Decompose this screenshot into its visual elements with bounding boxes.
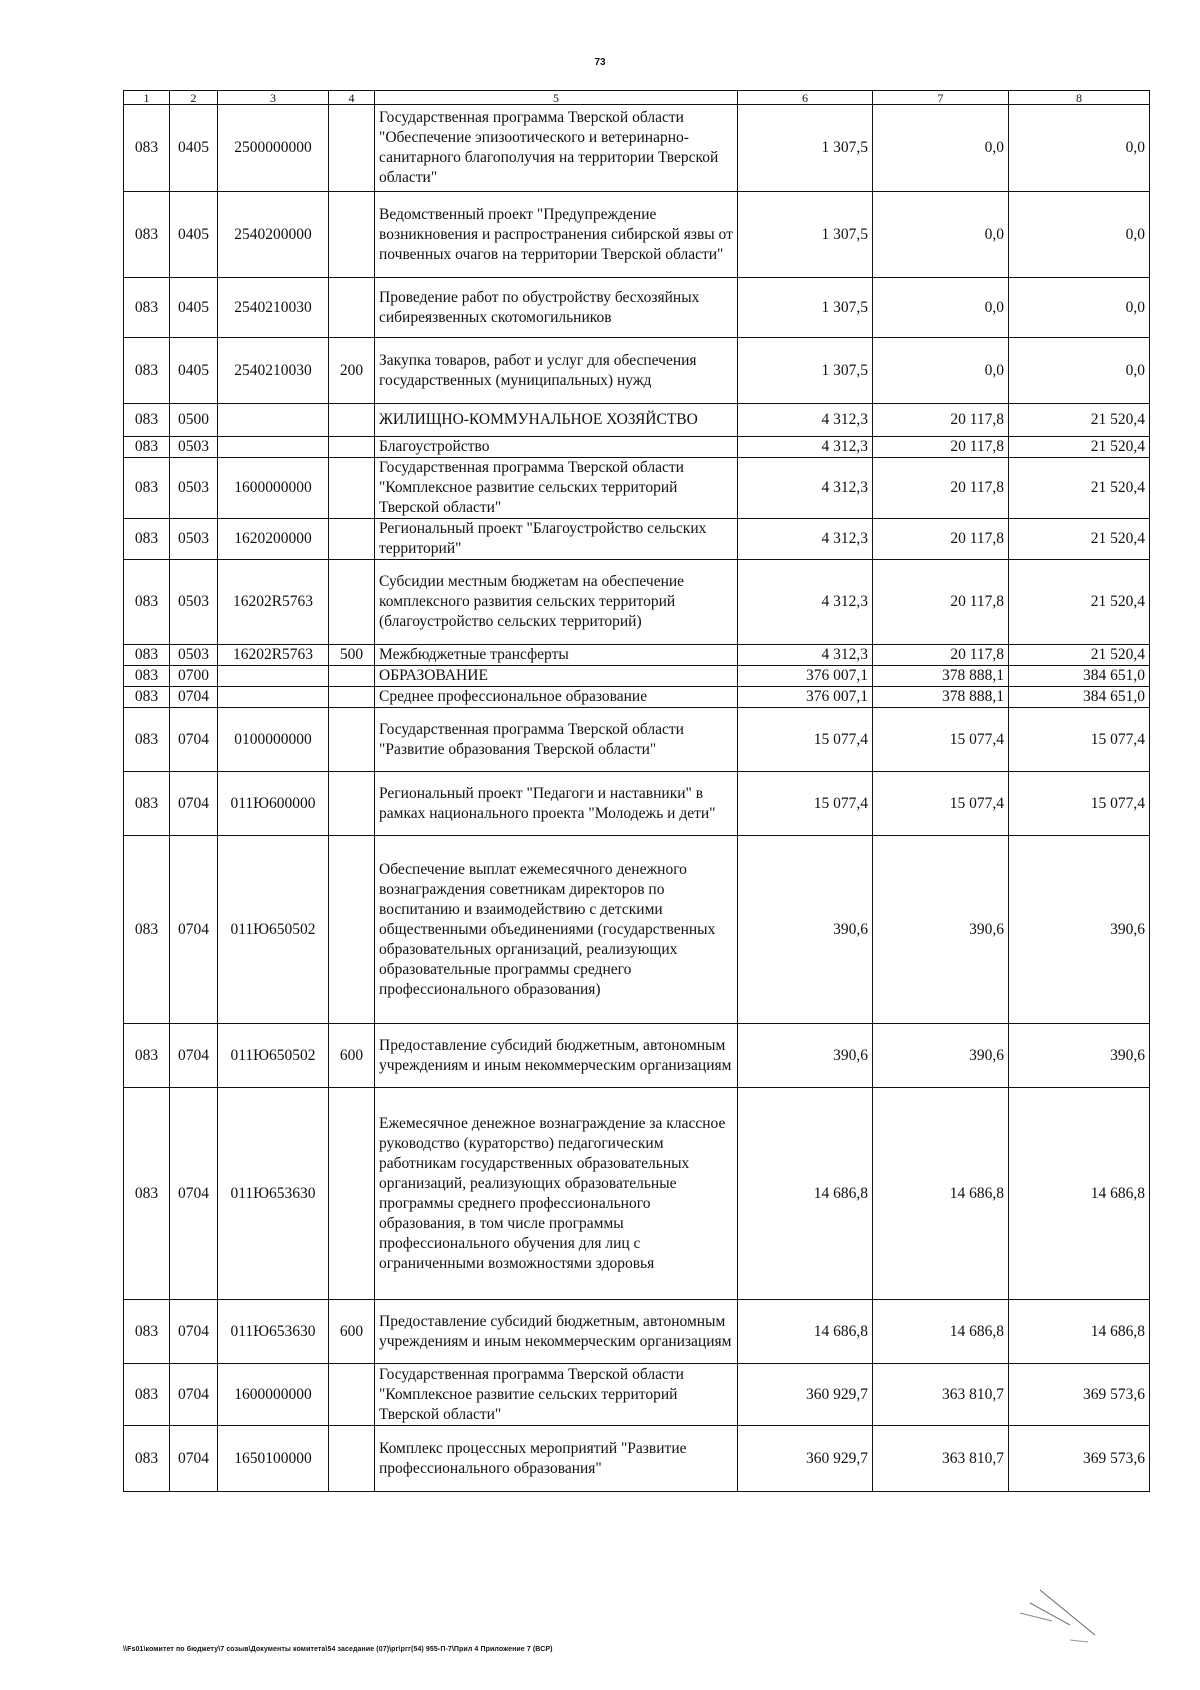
cell-section-code: 0704 [170, 772, 218, 836]
cell-expense-type [329, 519, 375, 560]
cell-ministry-code: 083 [124, 1364, 170, 1426]
cell-expense-type [329, 105, 375, 192]
cell-section-code: 0704 [170, 708, 218, 772]
cell-expense-type [329, 836, 375, 1024]
cell-ministry-code: 083 [124, 437, 170, 458]
table-row [124, 836, 1150, 1024]
cell-amount-year2: 15 077,4 [873, 708, 1009, 772]
cell-target-code [218, 687, 329, 708]
cell-ministry-code: 083 [124, 404, 170, 437]
cell-target-code: 011Ю650502 [218, 836, 329, 1024]
cell-ministry-code: 083 [124, 519, 170, 560]
cell-section-code: 0405 [170, 192, 218, 278]
cell-amount-year2: 390,6 [873, 836, 1009, 1024]
budget-table [123, 90, 1150, 1492]
cell-amount-year3: 0,0 [1009, 105, 1150, 192]
table-row [124, 278, 1150, 338]
cell-target-code: 1600000000 [218, 1364, 329, 1426]
cell-amount-year3: 384 651,0 [1009, 666, 1150, 687]
footer-file-path: \\Fs01\комитет по бюджету\7 созыв\Документы комитета\54 заседание (07)\рг\ргг(54) 955-П-7\Прил 4 Приложение 7 (ВСР) [123, 1646, 553, 1653]
cell-amount-year2: 14 686,8 [873, 1088, 1009, 1300]
cell-amount-year1: 4 312,3 [738, 404, 873, 437]
cell-ministry-code: 083 [124, 666, 170, 687]
cell-ministry-code: 083 [124, 105, 170, 192]
cell-target-code: 011Ю653630 [218, 1088, 329, 1300]
cell-amount-year1: 1 307,5 [738, 105, 873, 192]
table-row [124, 338, 1150, 404]
cell-description: Межбюджетные трансферты [375, 645, 738, 666]
table-row [124, 1426, 1150, 1492]
page-number: 73 [594, 57, 606, 68]
table-row [124, 437, 1150, 458]
cell-section-code: 0704 [170, 1024, 218, 1088]
cell-section-code: 0503 [170, 519, 218, 560]
cell-amount-year1: 4 312,3 [738, 458, 873, 519]
cell-ministry-code: 083 [124, 192, 170, 278]
cell-target-code: 1650100000 [218, 1426, 329, 1492]
cell-description: Субсидии местным бюджетам на обеспечение комплексного развития сельских территорий (благоустройство сельских территорий) [375, 560, 738, 645]
cell-amount-year1: 14 686,8 [738, 1088, 873, 1300]
cell-description: Государственная программа Тверской области "Обеспечение эпизоотического и ветеринарно-санитарного благополучия на территории Тверской области" [375, 105, 738, 192]
cell-amount-year2: 20 117,8 [873, 437, 1009, 458]
cell-amount-year1: 15 077,4 [738, 772, 873, 836]
cell-amount-year1: 4 312,3 [738, 519, 873, 560]
table-row [124, 666, 1150, 687]
cell-description: Предоставление субсидий бюджетным, автономным учреждениям и иным некоммерческим организациям [375, 1300, 738, 1364]
cell-amount-year3: 384 651,0 [1009, 687, 1150, 708]
table-row [124, 708, 1150, 772]
cell-target-code [218, 666, 329, 687]
cell-expense-type [329, 458, 375, 519]
table-row [124, 687, 1150, 708]
cell-section-code: 0405 [170, 278, 218, 338]
column-header: 8 [1009, 91, 1150, 105]
cell-expense-type [329, 437, 375, 458]
cell-amount-year3: 14 686,8 [1009, 1300, 1150, 1364]
cell-description: Государственная программа Тверской области "Развитие образования Тверской области" [375, 708, 738, 772]
cell-target-code: 1600000000 [218, 458, 329, 519]
cell-target-code [218, 437, 329, 458]
cell-expense-type: 600 [329, 1300, 375, 1364]
cell-amount-year1: 15 077,4 [738, 708, 873, 772]
cell-section-code: 0704 [170, 836, 218, 1024]
cell-amount-year1: 390,6 [738, 1024, 873, 1088]
cell-amount-year3: 0,0 [1009, 278, 1150, 338]
handwritten-mark [1000, 1585, 1110, 1665]
cell-target-code: 2540200000 [218, 192, 329, 278]
table-row [124, 1024, 1150, 1088]
cell-expense-type: 600 [329, 1024, 375, 1088]
cell-section-code: 0704 [170, 1300, 218, 1364]
cell-description: Комплекс процессных мероприятий "Развитие профессионального образования" [375, 1426, 738, 1492]
cell-description: Региональный проект "Педагоги и наставники" в рамках национального проекта "Молодежь и дети" [375, 772, 738, 836]
cell-amount-year2: 20 117,8 [873, 645, 1009, 666]
cell-expense-type [329, 404, 375, 437]
cell-amount-year2: 378 888,1 [873, 666, 1009, 687]
table-row [124, 519, 1150, 560]
cell-amount-year2: 15 077,4 [873, 772, 1009, 836]
table-row [124, 772, 1150, 836]
cell-target-code: 1620200000 [218, 519, 329, 560]
cell-ministry-code: 083 [124, 1088, 170, 1300]
cell-target-code: 16202R5763 [218, 645, 329, 666]
cell-amount-year3: 369 573,6 [1009, 1426, 1150, 1492]
column-header: 6 [738, 91, 873, 105]
cell-amount-year2: 20 117,8 [873, 458, 1009, 519]
cell-target-code: 2540210030 [218, 278, 329, 338]
cell-description: ОБРАЗОВАНИЕ [375, 666, 738, 687]
cell-section-code: 0405 [170, 338, 218, 404]
cell-amount-year3: 14 686,8 [1009, 1088, 1150, 1300]
cell-target-code: 011Ю650502 [218, 1024, 329, 1088]
cell-ministry-code: 083 [124, 645, 170, 666]
cell-description: Ежемесячное денежное вознаграждение за классное руководство (кураторство) педагогическим работникам государственных образовательных организаций, реализующих образовательные программы среднего профессионального образования, в том числе программы профессионального обучения для лиц с ограниченными возможностями здоровья [375, 1088, 738, 1300]
column-header: 4 [329, 91, 375, 105]
cell-expense-type [329, 1364, 375, 1426]
cell-amount-year3: 0,0 [1009, 192, 1150, 278]
cell-amount-year1: 360 929,7 [738, 1426, 873, 1492]
cell-amount-year2: 0,0 [873, 105, 1009, 192]
cell-amount-year2: 14 686,8 [873, 1300, 1009, 1364]
cell-target-code [218, 404, 329, 437]
cell-amount-year2: 0,0 [873, 338, 1009, 404]
cell-description: Государственная программа Тверской области "Комплексное развитие сельских территорий Тверской области" [375, 1364, 738, 1426]
cell-amount-year3: 15 077,4 [1009, 772, 1150, 836]
cell-section-code: 0704 [170, 687, 218, 708]
cell-amount-year3: 21 520,4 [1009, 519, 1150, 560]
cell-expense-type [329, 192, 375, 278]
cell-target-code: 011Ю600000 [218, 772, 329, 836]
cell-expense-type: 500 [329, 645, 375, 666]
cell-amount-year3: 390,6 [1009, 1024, 1150, 1088]
column-header: 3 [218, 91, 329, 105]
cell-target-code: 16202R5763 [218, 560, 329, 645]
cell-amount-year2: 20 117,8 [873, 560, 1009, 645]
cell-description: Проведение работ по обустройству бесхозяйных сибиреязвенных скотомогильников [375, 278, 738, 338]
cell-amount-year1: 4 312,3 [738, 560, 873, 645]
cell-ministry-code: 083 [124, 1300, 170, 1364]
table-row [124, 404, 1150, 437]
cell-amount-year2: 363 810,7 [873, 1364, 1009, 1426]
cell-expense-type [329, 1426, 375, 1492]
column-header: 5 [375, 91, 738, 105]
cell-amount-year2: 390,6 [873, 1024, 1009, 1088]
cell-amount-year2: 20 117,8 [873, 519, 1009, 560]
cell-target-code: 011Ю653630 [218, 1300, 329, 1364]
cell-ministry-code: 083 [124, 1024, 170, 1088]
cell-amount-year2: 0,0 [873, 278, 1009, 338]
cell-ministry-code: 083 [124, 458, 170, 519]
cell-section-code: 0704 [170, 1426, 218, 1492]
cell-description: Ведомственный проект "Предупреждение возникновения и распространения сибирской язвы от почвенных очагов на территории Тверской области" [375, 192, 738, 278]
table-row [124, 1364, 1150, 1426]
cell-ministry-code: 083 [124, 560, 170, 645]
cell-ministry-code: 083 [124, 836, 170, 1024]
cell-ministry-code: 083 [124, 1426, 170, 1492]
cell-amount-year3: 390,6 [1009, 836, 1150, 1024]
cell-amount-year3: 21 520,4 [1009, 645, 1150, 666]
cell-ministry-code: 083 [124, 338, 170, 404]
table-row [124, 192, 1150, 278]
cell-amount-year3: 21 520,4 [1009, 437, 1150, 458]
cell-section-code: 0503 [170, 560, 218, 645]
cell-section-code: 0503 [170, 645, 218, 666]
cell-ministry-code: 083 [124, 278, 170, 338]
cell-target-code: 2540210030 [218, 338, 329, 404]
cell-target-code: 2500000000 [218, 105, 329, 192]
cell-expense-type [329, 560, 375, 645]
cell-expense-type [329, 666, 375, 687]
cell-amount-year3: 369 573,6 [1009, 1364, 1150, 1426]
cell-description: Государственная программа Тверской области "Комплексное развитие сельских территорий Тверской области" [375, 458, 738, 519]
cell-amount-year1: 390,6 [738, 836, 873, 1024]
cell-amount-year3: 21 520,4 [1009, 560, 1150, 645]
cell-section-code: 0503 [170, 437, 218, 458]
cell-description: Среднее профессиональное образование [375, 687, 738, 708]
cell-expense-type [329, 1088, 375, 1300]
cell-amount-year1: 376 007,1 [738, 666, 873, 687]
cell-amount-year1: 376 007,1 [738, 687, 873, 708]
cell-amount-year3: 21 520,4 [1009, 404, 1150, 437]
cell-amount-year2: 0,0 [873, 192, 1009, 278]
cell-amount-year1: 1 307,5 [738, 278, 873, 338]
cell-ministry-code: 083 [124, 772, 170, 836]
cell-expense-type [329, 278, 375, 338]
cell-amount-year2: 378 888,1 [873, 687, 1009, 708]
table-row [124, 105, 1150, 192]
table-row [124, 645, 1150, 666]
cell-section-code: 0700 [170, 666, 218, 687]
cell-amount-year1: 4 312,3 [738, 645, 873, 666]
cell-description: ЖИЛИЩНО-КОММУНАЛЬНОЕ ХОЗЯЙСТВО [375, 404, 738, 437]
cell-amount-year3: 0,0 [1009, 338, 1150, 404]
cell-section-code: 0704 [170, 1088, 218, 1300]
cell-section-code: 0503 [170, 458, 218, 519]
cell-target-code: 0100000000 [218, 708, 329, 772]
table-row [124, 1088, 1150, 1300]
cell-expense-type [329, 772, 375, 836]
cell-amount-year2: 363 810,7 [873, 1426, 1009, 1492]
column-header: 2 [170, 91, 218, 105]
cell-amount-year3: 21 520,4 [1009, 458, 1150, 519]
cell-description: Закупка товаров, работ и услуг для обеспечения государственных (муниципальных) нужд [375, 338, 738, 404]
cell-section-code: 0704 [170, 1364, 218, 1426]
column-header: 7 [873, 91, 1009, 105]
cell-section-code: 0500 [170, 404, 218, 437]
cell-section-code: 0405 [170, 105, 218, 192]
cell-description: Благоустройство [375, 437, 738, 458]
cell-description: Обеспечение выплат ежемесячного денежного вознаграждения советникам директоров по воспитанию и взаимодействию с детскими общественными объединениями (государственных образовательных организаций, реализующих образовательные программы среднего профессионального образования) [375, 836, 738, 1024]
cell-amount-year2: 20 117,8 [873, 404, 1009, 437]
cell-expense-type: 200 [329, 338, 375, 404]
cell-ministry-code: 083 [124, 708, 170, 772]
table-row [124, 560, 1150, 645]
cell-expense-type [329, 687, 375, 708]
table-row [124, 458, 1150, 519]
cell-description: Региональный проект "Благоустройство сельских территорий" [375, 519, 738, 560]
cell-amount-year1: 360 929,7 [738, 1364, 873, 1426]
cell-expense-type [329, 708, 375, 772]
cell-amount-year1: 1 307,5 [738, 338, 873, 404]
cell-amount-year3: 15 077,4 [1009, 708, 1150, 772]
column-number-row [124, 91, 1150, 105]
cell-ministry-code: 083 [124, 687, 170, 708]
column-header: 1 [124, 91, 170, 105]
cell-description: Предоставление субсидий бюджетным, автономным учреждениям и иным некоммерческим организациям [375, 1024, 738, 1088]
table-row [124, 1300, 1150, 1364]
cell-amount-year1: 1 307,5 [738, 192, 873, 278]
cell-amount-year1: 14 686,8 [738, 1300, 873, 1364]
cell-amount-year1: 4 312,3 [738, 437, 873, 458]
